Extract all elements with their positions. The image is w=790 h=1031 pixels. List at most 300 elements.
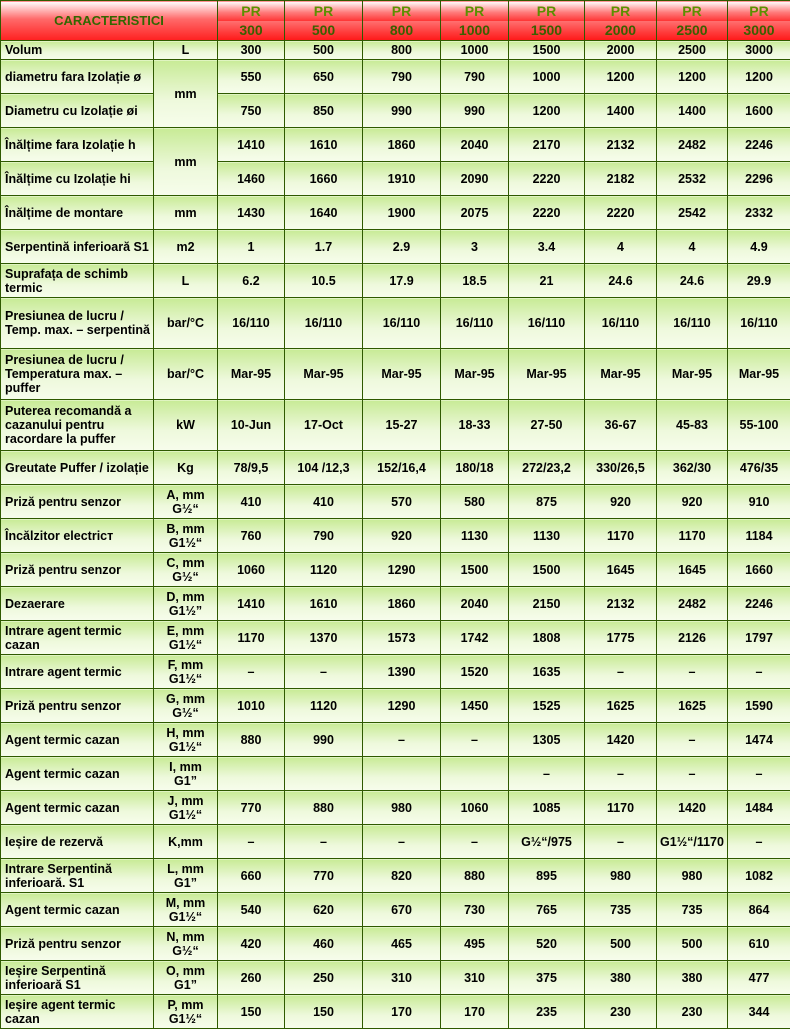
row-label: Diametru cu Izolație øi bbox=[1, 94, 154, 128]
value-cell: 2126 bbox=[657, 621, 728, 655]
value-cell: – bbox=[728, 825, 790, 859]
value-cell bbox=[285, 757, 363, 791]
value-cell: 24.6 bbox=[585, 264, 657, 298]
value-cell: 1200 bbox=[585, 60, 657, 94]
row-unit: O, mm G1” bbox=[154, 961, 218, 995]
row-label: Priză pentru senzor bbox=[1, 553, 154, 587]
value-cell: 3.4 bbox=[509, 230, 585, 264]
value-cell: 1170 bbox=[218, 621, 285, 655]
value-cell: Mar-95 bbox=[285, 349, 363, 400]
value-cell: 410 bbox=[218, 485, 285, 519]
value-cell: 1130 bbox=[509, 519, 585, 553]
value-cell: 16/110 bbox=[728, 298, 790, 349]
header-model-number: 3000 bbox=[728, 21, 790, 41]
table-row bbox=[1, 94, 790, 128]
value-cell: 1.7 bbox=[285, 230, 363, 264]
value-cell: 1635 bbox=[509, 655, 585, 689]
row-unit: L bbox=[154, 264, 218, 298]
value-cell: 790 bbox=[441, 60, 509, 94]
value-cell: 78/9,5 bbox=[218, 451, 285, 485]
value-cell: 1640 bbox=[285, 196, 363, 230]
header-model-prefix: PR bbox=[285, 1, 363, 21]
value-cell: – bbox=[363, 723, 441, 757]
value-cell: Mar-95 bbox=[509, 349, 585, 400]
value-cell: 1900 bbox=[363, 196, 441, 230]
value-cell: 820 bbox=[363, 859, 441, 893]
value-cell: – bbox=[657, 723, 728, 757]
value-cell: 760 bbox=[218, 519, 285, 553]
header-model-prefix: PR bbox=[728, 1, 790, 21]
value-cell: G½“/975 bbox=[509, 825, 585, 859]
row-label: Serpentină inferioară S1 bbox=[1, 230, 154, 264]
value-cell: 2500 bbox=[657, 41, 728, 60]
value-cell: 1742 bbox=[441, 621, 509, 655]
value-cell: 670 bbox=[363, 893, 441, 927]
value-cell: 235 bbox=[509, 995, 585, 1029]
row-label: Volum bbox=[1, 41, 154, 60]
value-cell: 10-Jun bbox=[218, 400, 285, 451]
value-cell: 2.9 bbox=[363, 230, 441, 264]
value-cell: 152/16,4 bbox=[363, 451, 441, 485]
value-cell: – bbox=[728, 655, 790, 689]
value-cell: 380 bbox=[657, 961, 728, 995]
value-cell: 660 bbox=[218, 859, 285, 893]
table-row bbox=[1, 128, 790, 162]
value-cell: 420 bbox=[218, 927, 285, 961]
value-cell: 1525 bbox=[509, 689, 585, 723]
value-cell: 1430 bbox=[218, 196, 285, 230]
table-row bbox=[1, 400, 790, 451]
value-cell: – bbox=[218, 825, 285, 859]
value-cell: 2000 bbox=[585, 41, 657, 60]
value-cell: 880 bbox=[285, 791, 363, 825]
row-label: Priză pentru senzor bbox=[1, 927, 154, 961]
value-cell: 230 bbox=[657, 995, 728, 1029]
value-cell: 55-100 bbox=[728, 400, 790, 451]
value-cell: 16/110 bbox=[218, 298, 285, 349]
value-cell: 45-83 bbox=[657, 400, 728, 451]
table-row bbox=[1, 451, 790, 485]
row-unit: D, mm G1½” bbox=[154, 587, 218, 621]
value-cell: 500 bbox=[285, 41, 363, 60]
value-cell: 380 bbox=[585, 961, 657, 995]
header-model-prefix: PR bbox=[657, 1, 728, 21]
value-cell: 104 /12,3 bbox=[285, 451, 363, 485]
row-label: Presiunea de lucru / Temp. max. – serpentină bbox=[1, 298, 154, 349]
value-cell: 272/23,2 bbox=[509, 451, 585, 485]
row-label: Agent termic cazan bbox=[1, 791, 154, 825]
value-cell: 550 bbox=[218, 60, 285, 94]
value-cell: 1 bbox=[218, 230, 285, 264]
value-cell: 476/35 bbox=[728, 451, 790, 485]
value-cell: 18-33 bbox=[441, 400, 509, 451]
row-label: diametru fara Izolație ø bbox=[1, 60, 154, 94]
value-cell: – bbox=[585, 655, 657, 689]
value-cell: 1610 bbox=[285, 128, 363, 162]
table-row bbox=[1, 60, 790, 94]
row-unit: bar/°C bbox=[154, 349, 218, 400]
header-model-number: 800 bbox=[363, 21, 441, 41]
value-cell: 1120 bbox=[285, 553, 363, 587]
row-unit: E, mm G1½“ bbox=[154, 621, 218, 655]
value-cell: 1000 bbox=[509, 60, 585, 94]
value-cell: 2170 bbox=[509, 128, 585, 162]
value-cell: 920 bbox=[657, 485, 728, 519]
table-row bbox=[1, 723, 790, 757]
value-cell: 3000 bbox=[728, 41, 790, 60]
value-cell: 765 bbox=[509, 893, 585, 927]
value-cell: 770 bbox=[285, 859, 363, 893]
value-cell: 1420 bbox=[657, 791, 728, 825]
value-cell: 650 bbox=[285, 60, 363, 94]
value-cell: – bbox=[657, 655, 728, 689]
value-cell: 1600 bbox=[728, 94, 790, 128]
value-cell: 1200 bbox=[657, 60, 728, 94]
value-cell: 980 bbox=[657, 859, 728, 893]
value-cell: 1120 bbox=[285, 689, 363, 723]
value-cell: 16/110 bbox=[585, 298, 657, 349]
value-cell: 990 bbox=[363, 94, 441, 128]
value-cell: 15-27 bbox=[363, 400, 441, 451]
row-unit: Kg bbox=[154, 451, 218, 485]
value-cell: 3 bbox=[441, 230, 509, 264]
row-unit: N, mm G½“ bbox=[154, 927, 218, 961]
row-unit: G, mm G½“ bbox=[154, 689, 218, 723]
value-cell: 1200 bbox=[728, 60, 790, 94]
value-cell: Mar-95 bbox=[585, 349, 657, 400]
value-cell: 980 bbox=[585, 859, 657, 893]
table-row bbox=[1, 859, 790, 893]
value-cell: 1400 bbox=[657, 94, 728, 128]
value-cell: 1170 bbox=[585, 791, 657, 825]
table-row bbox=[1, 553, 790, 587]
value-cell: 910 bbox=[728, 485, 790, 519]
value-cell: 4 bbox=[657, 230, 728, 264]
value-cell: 362/30 bbox=[657, 451, 728, 485]
value-cell: 2090 bbox=[441, 162, 509, 196]
table-row bbox=[1, 196, 790, 230]
value-cell: 1000 bbox=[441, 41, 509, 60]
value-cell: 500 bbox=[585, 927, 657, 961]
value-cell: 920 bbox=[585, 485, 657, 519]
header-model-number: 1000 bbox=[441, 21, 509, 41]
value-cell: 1660 bbox=[728, 553, 790, 587]
table-row bbox=[1, 485, 790, 519]
value-cell: 1060 bbox=[441, 791, 509, 825]
value-cell: 2150 bbox=[509, 587, 585, 621]
value-cell: 27-50 bbox=[509, 400, 585, 451]
value-cell: 2075 bbox=[441, 196, 509, 230]
value-cell: Mar-95 bbox=[218, 349, 285, 400]
header-model-number: 2500 bbox=[657, 21, 728, 41]
value-cell: 610 bbox=[728, 927, 790, 961]
value-cell: 16/110 bbox=[657, 298, 728, 349]
value-cell: 170 bbox=[441, 995, 509, 1029]
value-cell: 2542 bbox=[657, 196, 728, 230]
value-cell: 1290 bbox=[363, 553, 441, 587]
row-label: Suprafața de schimb termic bbox=[1, 264, 154, 298]
value-cell: 180/18 bbox=[441, 451, 509, 485]
value-cell: 150 bbox=[285, 995, 363, 1029]
value-cell: 1500 bbox=[509, 553, 585, 587]
value-cell: 730 bbox=[441, 893, 509, 927]
row-label: Ieșire de rezervă bbox=[1, 825, 154, 859]
value-cell: 800 bbox=[363, 41, 441, 60]
value-cell: 1625 bbox=[585, 689, 657, 723]
value-cell: 29.9 bbox=[728, 264, 790, 298]
header-model-number: 1500 bbox=[509, 21, 585, 41]
value-cell: 990 bbox=[441, 94, 509, 128]
value-cell: 1797 bbox=[728, 621, 790, 655]
value-cell: 260 bbox=[218, 961, 285, 995]
value-cell: 2182 bbox=[585, 162, 657, 196]
table-row bbox=[1, 298, 790, 349]
value-cell: 2246 bbox=[728, 128, 790, 162]
value-cell: – bbox=[585, 825, 657, 859]
value-cell: 36-67 bbox=[585, 400, 657, 451]
value-cell: 4 bbox=[585, 230, 657, 264]
value-cell: 1450 bbox=[441, 689, 509, 723]
row-label: Greutate Puffer / izolație bbox=[1, 451, 154, 485]
value-cell: 4.9 bbox=[728, 230, 790, 264]
value-cell: 250 bbox=[285, 961, 363, 995]
value-cell: – bbox=[441, 723, 509, 757]
value-cell: 375 bbox=[509, 961, 585, 995]
table-row bbox=[1, 162, 790, 196]
value-cell: – bbox=[441, 825, 509, 859]
row-label: Dezaerare bbox=[1, 587, 154, 621]
table-row bbox=[1, 264, 790, 298]
value-cell: 2246 bbox=[728, 587, 790, 621]
value-cell: 790 bbox=[285, 519, 363, 553]
value-cell: 1170 bbox=[585, 519, 657, 553]
value-cell: 1910 bbox=[363, 162, 441, 196]
value-cell: 735 bbox=[585, 893, 657, 927]
row-unit: F, mm G1½“ bbox=[154, 655, 218, 689]
table-row bbox=[1, 961, 790, 995]
table-row bbox=[1, 825, 790, 859]
value-cell: 1184 bbox=[728, 519, 790, 553]
value-cell: 10.5 bbox=[285, 264, 363, 298]
table-row bbox=[1, 230, 790, 264]
value-cell: 770 bbox=[218, 791, 285, 825]
value-cell: 1390 bbox=[363, 655, 441, 689]
value-cell bbox=[363, 757, 441, 791]
row-label: Priză pentru senzor bbox=[1, 485, 154, 519]
table-row bbox=[1, 41, 790, 60]
value-cell: 16/110 bbox=[363, 298, 441, 349]
value-cell: 520 bbox=[509, 927, 585, 961]
row-label: Intrare agent termic bbox=[1, 655, 154, 689]
value-cell: 1645 bbox=[585, 553, 657, 587]
value-cell: 880 bbox=[218, 723, 285, 757]
row-unit: C, mm G½“ bbox=[154, 553, 218, 587]
row-unit: m2 bbox=[154, 230, 218, 264]
value-cell: 1573 bbox=[363, 621, 441, 655]
value-cell: – bbox=[285, 825, 363, 859]
header-row-prefix bbox=[1, 1, 790, 21]
value-cell: 1410 bbox=[218, 587, 285, 621]
row-label: Agent termic cazan bbox=[1, 893, 154, 927]
value-cell: 2040 bbox=[441, 587, 509, 621]
value-cell: 2132 bbox=[585, 128, 657, 162]
row-unit: K,mm bbox=[154, 825, 218, 859]
row-unit: L bbox=[154, 41, 218, 60]
value-cell: – bbox=[657, 757, 728, 791]
value-cell: 1860 bbox=[363, 587, 441, 621]
value-cell: 310 bbox=[441, 961, 509, 995]
header-model-prefix: PR bbox=[441, 1, 509, 21]
value-cell: 1775 bbox=[585, 621, 657, 655]
row-label: Agent termic cazan bbox=[1, 757, 154, 791]
value-cell: 150 bbox=[218, 995, 285, 1029]
value-cell: 1474 bbox=[728, 723, 790, 757]
value-cell: 477 bbox=[728, 961, 790, 995]
row-unit: L, mm G1” bbox=[154, 859, 218, 893]
value-cell: 1400 bbox=[585, 94, 657, 128]
row-label: Ieșire Serpentină inferioară S1 bbox=[1, 961, 154, 995]
value-cell: 465 bbox=[363, 927, 441, 961]
row-unit: A, mm G½“ bbox=[154, 485, 218, 519]
row-label: Priză pentru senzor bbox=[1, 689, 154, 723]
row-label: Agent termic cazan bbox=[1, 723, 154, 757]
value-cell: 500 bbox=[657, 927, 728, 961]
row-unit: J, mm G1½“ bbox=[154, 791, 218, 825]
value-cell: 850 bbox=[285, 94, 363, 128]
row-unit: H, mm G1½“ bbox=[154, 723, 218, 757]
value-cell: 16/110 bbox=[285, 298, 363, 349]
value-cell: 300 bbox=[218, 41, 285, 60]
value-cell: Mar-95 bbox=[363, 349, 441, 400]
value-cell: 980 bbox=[363, 791, 441, 825]
value-cell: 344 bbox=[728, 995, 790, 1029]
value-cell: – bbox=[509, 757, 585, 791]
value-cell: 1085 bbox=[509, 791, 585, 825]
value-cell: 1290 bbox=[363, 689, 441, 723]
value-cell: 1060 bbox=[218, 553, 285, 587]
value-cell: 1420 bbox=[585, 723, 657, 757]
header-model-number: 300 bbox=[218, 21, 285, 41]
row-unit: B, mm G1½“ bbox=[154, 519, 218, 553]
value-cell: 2132 bbox=[585, 587, 657, 621]
value-cell: 1460 bbox=[218, 162, 285, 196]
value-cell: 750 bbox=[218, 94, 285, 128]
row-label: Intrare agent termic cazan bbox=[1, 621, 154, 655]
row-unit: mm bbox=[154, 60, 218, 128]
value-cell: 495 bbox=[441, 927, 509, 961]
table-row bbox=[1, 519, 790, 553]
table-row bbox=[1, 927, 790, 961]
header-model-prefix: PR bbox=[509, 1, 585, 21]
row-label: Încălzitor electricт bbox=[1, 519, 154, 553]
value-cell: 1410 bbox=[218, 128, 285, 162]
value-cell: 24.6 bbox=[657, 264, 728, 298]
value-cell: 17.9 bbox=[363, 264, 441, 298]
value-cell: 410 bbox=[285, 485, 363, 519]
value-cell: 2040 bbox=[441, 128, 509, 162]
value-cell bbox=[218, 757, 285, 791]
header-model-number: 500 bbox=[285, 21, 363, 41]
row-label: Intrare Serpentină inferioară. S1 bbox=[1, 859, 154, 893]
value-cell: 990 bbox=[285, 723, 363, 757]
value-cell: 1660 bbox=[285, 162, 363, 196]
value-cell: 1500 bbox=[441, 553, 509, 587]
row-label: Înălțime de montare bbox=[1, 196, 154, 230]
table-row bbox=[1, 689, 790, 723]
value-cell: – bbox=[285, 655, 363, 689]
row-label: Ieșire agent termic cazan bbox=[1, 995, 154, 1029]
table-row bbox=[1, 995, 790, 1029]
value-cell: 1500 bbox=[509, 41, 585, 60]
value-cell: 875 bbox=[509, 485, 585, 519]
header-model-prefix: PR bbox=[585, 1, 657, 21]
value-cell: 2482 bbox=[657, 587, 728, 621]
value-cell: – bbox=[218, 655, 285, 689]
table-row bbox=[1, 349, 790, 400]
value-cell: 920 bbox=[363, 519, 441, 553]
value-cell: 1808 bbox=[509, 621, 585, 655]
header-model-number: 2000 bbox=[585, 21, 657, 41]
value-cell: 16/110 bbox=[441, 298, 509, 349]
value-cell: 880 bbox=[441, 859, 509, 893]
table-row bbox=[1, 655, 790, 689]
value-cell: 2220 bbox=[509, 162, 585, 196]
value-cell: 1610 bbox=[285, 587, 363, 621]
value-cell: 310 bbox=[363, 961, 441, 995]
value-cell: 540 bbox=[218, 893, 285, 927]
value-cell: – bbox=[585, 757, 657, 791]
value-cell: 790 bbox=[363, 60, 441, 94]
value-cell: 620 bbox=[285, 893, 363, 927]
table-row bbox=[1, 757, 790, 791]
value-cell: 735 bbox=[657, 893, 728, 927]
value-cell: 1860 bbox=[363, 128, 441, 162]
header-title: CARACTERISTICI bbox=[1, 1, 218, 41]
value-cell bbox=[441, 757, 509, 791]
value-cell: 1370 bbox=[285, 621, 363, 655]
value-cell: 1170 bbox=[657, 519, 728, 553]
table-row bbox=[1, 893, 790, 927]
value-cell: 580 bbox=[441, 485, 509, 519]
value-cell: – bbox=[728, 757, 790, 791]
row-unit: P, mm G1½“ bbox=[154, 995, 218, 1029]
value-cell: 1082 bbox=[728, 859, 790, 893]
value-cell: 2220 bbox=[509, 196, 585, 230]
row-label: Înălțime cu Izolație hi bbox=[1, 162, 154, 196]
value-cell: 2296 bbox=[728, 162, 790, 196]
value-cell: 895 bbox=[509, 859, 585, 893]
value-cell: 1625 bbox=[657, 689, 728, 723]
value-cell: Mar-95 bbox=[657, 349, 728, 400]
value-cell: 1590 bbox=[728, 689, 790, 723]
value-cell: G1½“/1170 bbox=[657, 825, 728, 859]
value-cell: 16/110 bbox=[509, 298, 585, 349]
row-unit: I, mm G1” bbox=[154, 757, 218, 791]
value-cell: 230 bbox=[585, 995, 657, 1029]
header-model-prefix: PR bbox=[218, 1, 285, 21]
header-model-prefix: PR bbox=[363, 1, 441, 21]
table-row bbox=[1, 791, 790, 825]
value-cell: 2332 bbox=[728, 196, 790, 230]
value-cell: Mar-95 bbox=[728, 349, 790, 400]
row-unit: M, mm G1½“ bbox=[154, 893, 218, 927]
table-row bbox=[1, 587, 790, 621]
row-unit: kW bbox=[154, 400, 218, 451]
row-unit: mm bbox=[154, 128, 218, 196]
value-cell: 21 bbox=[509, 264, 585, 298]
value-cell: 6.2 bbox=[218, 264, 285, 298]
value-cell: 1520 bbox=[441, 655, 509, 689]
